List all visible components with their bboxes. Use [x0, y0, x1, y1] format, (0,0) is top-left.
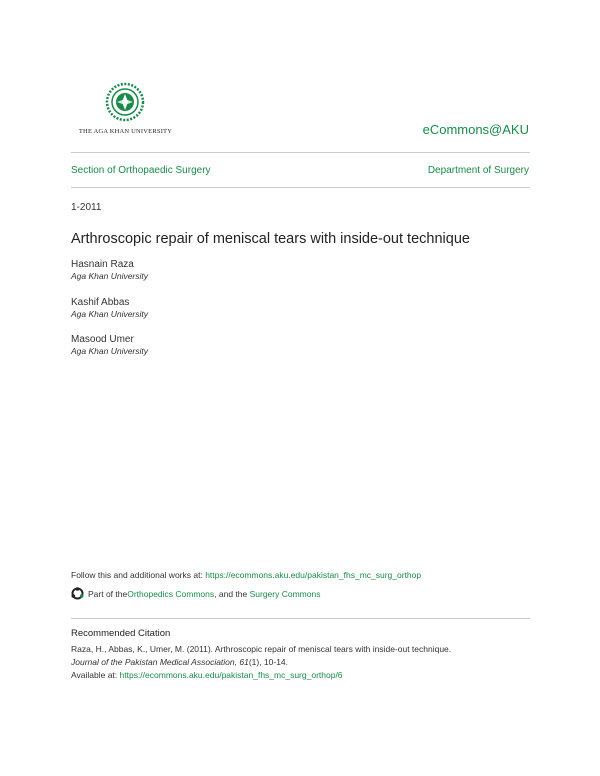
header-divider	[71, 152, 530, 153]
part-of-prefix: Part of the	[88, 588, 128, 599]
part-of-middle: , and the	[214, 588, 250, 599]
author-name: Kashif Abbas	[71, 297, 130, 308]
author-block	[71, 258, 148, 282]
ecommons-brand-link[interactable]: eCommons@AKU	[422, 122, 529, 137]
follow-text: Follow this and additional works at:	[71, 570, 206, 580]
follow-url-link[interactable]: https://ecommons.aku.edu/pakistan_fhs_mc_surg_orthop	[205, 570, 422, 580]
department-link[interactable]: Department of Surgery	[427, 165, 529, 176]
author-affiliation: Aga Khan University	[71, 271, 149, 281]
author-affiliation: Aga Khan University	[71, 346, 149, 356]
university-logo	[68, 82, 183, 138]
part-of-line	[71, 587, 320, 600]
citation-divider	[71, 618, 530, 619]
aku-emblem-icon	[105, 82, 145, 124]
citation-available-line	[71, 669, 531, 682]
author-block	[71, 296, 148, 320]
citation-journal: Journal of the Pakistan Medical Association, 61	[71, 657, 249, 667]
citation-line: Raza, H., Abbas, K., Umer, M. (2011). Arthroscopic repair of meniscal tears with inside-out technique.	[71, 644, 452, 654]
author-name: Hasnain Raza	[71, 259, 134, 270]
university-name: THE AGA KHAN UNIVERSITY	[78, 128, 173, 135]
available-url-link[interactable]: https://ecommons.aku.edu/pakistan_fhs_mc_surg_orthop/6	[119, 670, 343, 680]
section-link[interactable]: Section of Orthopaedic Surgery	[71, 165, 211, 176]
author-name: Masood Umer	[71, 334, 134, 345]
publication-date: 1-2011	[71, 202, 102, 213]
orthopedics-commons-link[interactable]: Orthopedics Commons	[127, 588, 215, 599]
recommended-citation-heading: Recommended Citation	[71, 628, 171, 639]
citation-journal-line	[71, 656, 531, 669]
author-affiliation: Aga Khan University	[71, 309, 149, 319]
surgery-commons-link[interactable]: Surgery Commons	[249, 588, 321, 599]
network-commons-icon	[71, 587, 84, 600]
paper-title: Arthroscopic repair of meniscal tears with inside-out technique	[71, 231, 470, 247]
citation-issue-pages: (1), 10-14.	[248, 657, 289, 667]
author-block	[71, 333, 148, 357]
follow-line	[71, 570, 421, 580]
citation-body	[71, 643, 531, 682]
available-label: Available at:	[71, 670, 120, 680]
collections-divider	[71, 187, 530, 188]
